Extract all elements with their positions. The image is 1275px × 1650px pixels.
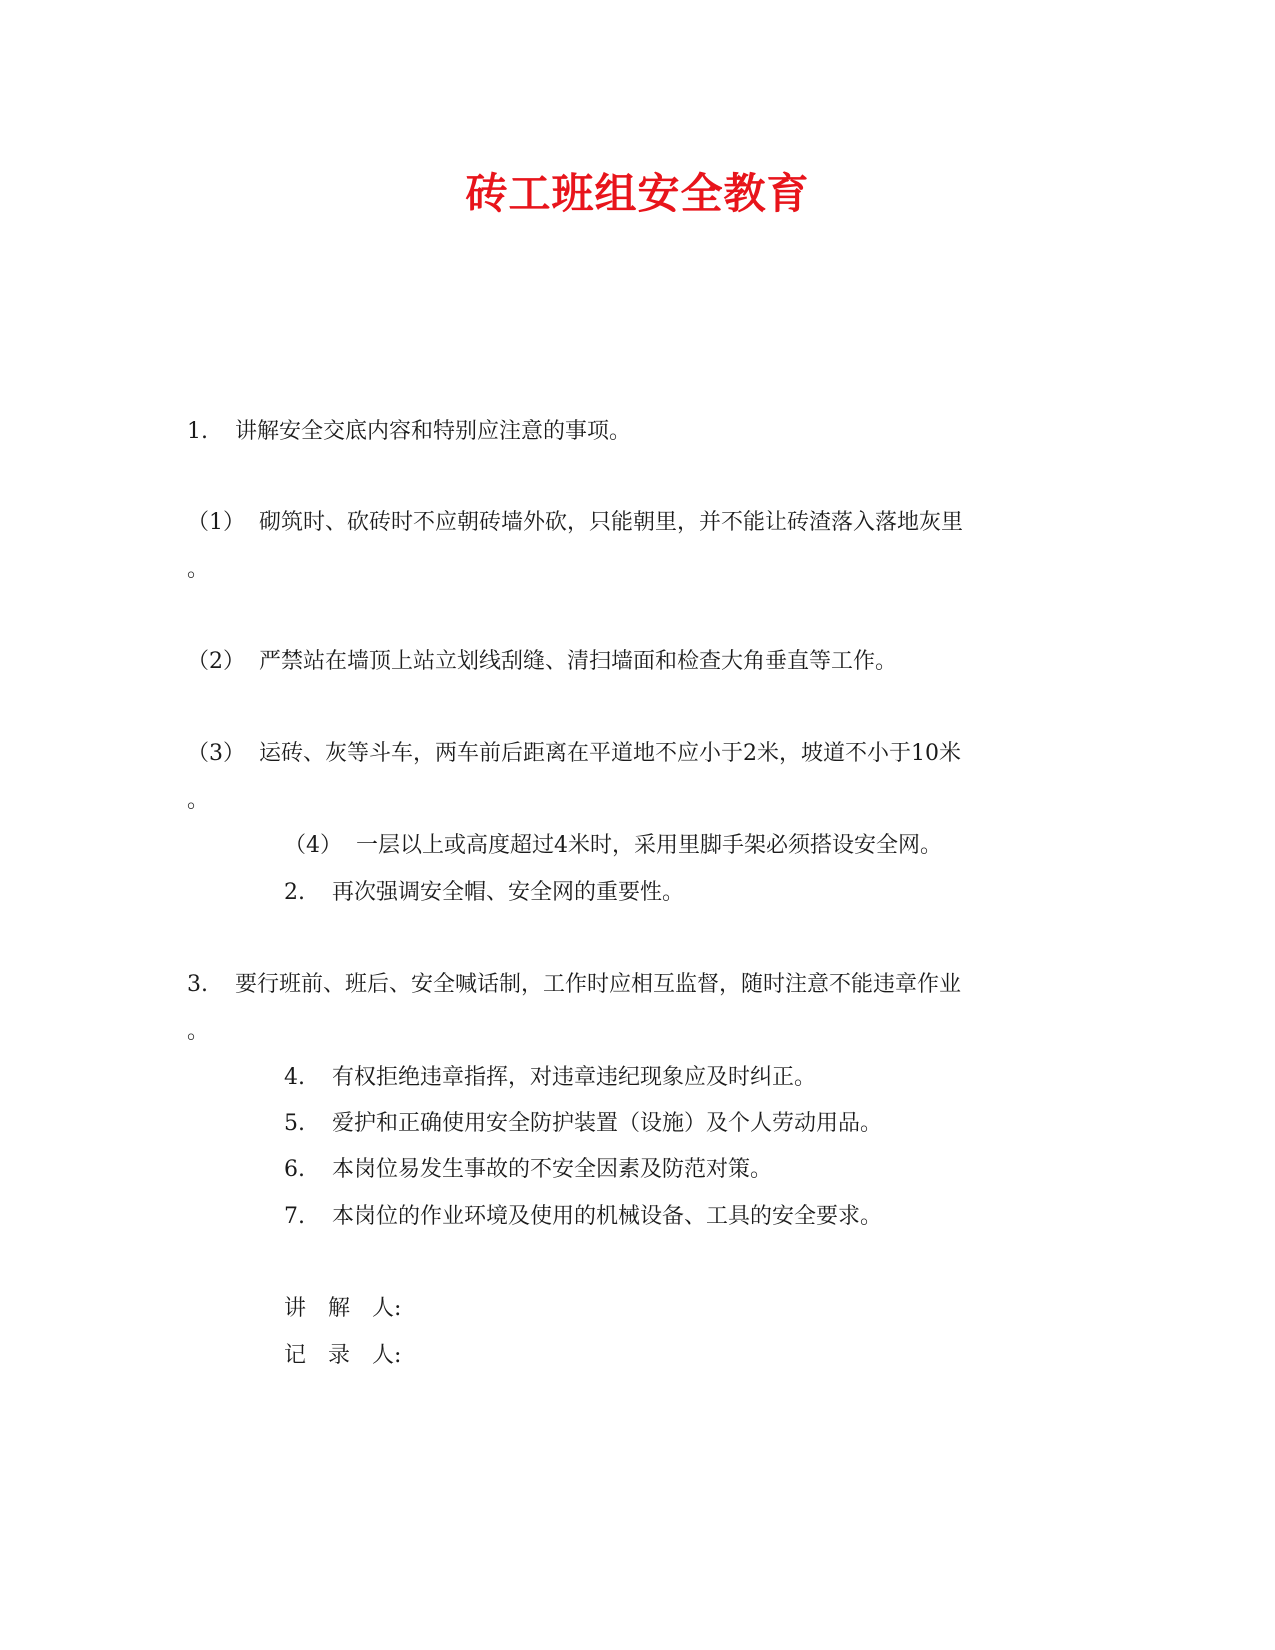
item-number: 3. <box>187 972 208 997</box>
item-text: 要行班前、班后、安全喊话制，工作时应相互监督，随时注意不能违章作业 <box>235 972 962 997</box>
item-number: （4） <box>284 833 342 858</box>
list-item-3 <box>187 970 961 1000</box>
item-text: 再次强调安全帽、安全网的重要性。 <box>332 880 685 905</box>
item-number: 4. <box>284 1065 305 1090</box>
item-number: （3） <box>187 741 245 766</box>
list-item-4 <box>284 1063 816 1093</box>
item-text: 讲解安全交底内容和特别应注意的事项。 <box>235 419 632 444</box>
list-item-5 <box>284 1109 882 1139</box>
recorder-signature-label: 记 录 人: <box>284 1343 402 1368</box>
item-number: （2） <box>187 649 245 674</box>
item-text: 有权拒绝违章指挥，对违章违纪现象应及时纠正。 <box>332 1065 817 1090</box>
item-text: 爱护和正确使用安全防护装置（设施）及个人劳动用品。 <box>332 1111 883 1136</box>
item-number: （1） <box>187 510 245 535</box>
item-text: 一层以上或高度超过4米时，采用里脚手架必须搭设安全网。 <box>356 833 942 858</box>
item-text: 严禁站在墙顶上站立划线刮缝、清扫墙面和检查大角垂直等工作。 <box>259 649 898 674</box>
document-title: 砖工班组安全教育 <box>465 169 810 218</box>
sub-item-1-continuation: 。 <box>187 557 210 582</box>
item-number: 1. <box>187 419 208 444</box>
item-number: 5. <box>284 1111 305 1136</box>
sub-item-4 <box>284 831 942 861</box>
list-item-7 <box>284 1202 882 1232</box>
item-text: 本岗位易发生事故的不安全因素及防范对策。 <box>332 1157 773 1182</box>
item-text: 本岗位的作业环境及使用的机械设备、工具的安全要求。 <box>332 1204 883 1229</box>
item-text: 运砖、灰等斗车，两车前后距离在平道地不应小于2米，坡道不小于10米 <box>259 741 961 766</box>
item-number: 2. <box>284 880 305 905</box>
list-item-1 <box>187 417 631 447</box>
sub-item-2 <box>187 647 897 677</box>
item-number: 7. <box>284 1204 305 1229</box>
list-item-3-continuation: 。 <box>187 1019 210 1044</box>
sub-item-3-continuation: 。 <box>187 788 210 813</box>
list-item-6 <box>284 1155 772 1185</box>
item-text: 砌筑时、砍砖时不应朝砖墙外砍，只能朝里，并不能让砖渣落入落地灰里 <box>259 510 964 535</box>
sub-item-3 <box>187 739 961 769</box>
list-item-2 <box>284 878 684 908</box>
sub-item-1 <box>187 508 963 538</box>
lecturer-signature-label: 讲 解 人: <box>284 1296 402 1321</box>
item-number: 6. <box>284 1157 305 1182</box>
